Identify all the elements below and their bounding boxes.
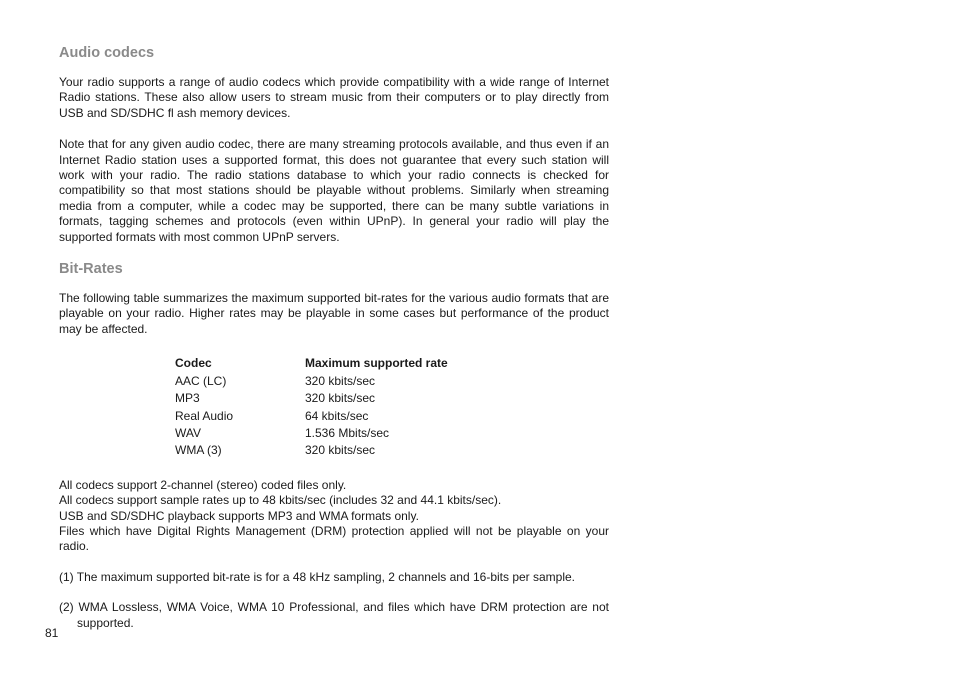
table-cell-rate: 320 kbits/sec — [305, 391, 376, 406]
note-usb-playback: USB and SD/SDHC playback supports MP3 and WMA formats only. — [59, 508, 419, 523]
table-row — [175, 373, 609, 390]
audio-codecs-paragraph-2: Note that for any given audio codec, there are many streaming protocols available, and thus even if an Internet Radio station uses a supported format, this does not guarantee that every such station will work with your radio. The radio stations database to which your radio connects is checked for compatibility so that most stations should be playable without problems. Similarly when streaming media from a computer, while a codec may be supported, there can be many subtle variations in formats, tagging schemes and protocols (even within UPnP). In general your radio will play the supported formats with most common UPnP servers. — [59, 137, 609, 244]
table-cell-codec: WMA (3) — [175, 443, 222, 458]
table-cell-rate: 320 kbits/sec — [305, 373, 376, 388]
table-cell-rate: 1.536 Mbits/sec — [305, 425, 390, 440]
bitrate-table — [175, 355, 609, 459]
table-cell-rate: 320 kbits/sec — [305, 443, 376, 458]
table-row — [175, 442, 609, 459]
table-row — [175, 408, 609, 425]
audio-codecs-heading: Audio codecs — [59, 45, 155, 61]
table-cell-codec: MP3 — [175, 391, 200, 406]
footnote-1: (1) The maximum supported bit-rate is for a 48 kHz sampling, 2 channels and 16-bits per sample. — [59, 569, 576, 584]
note-drm: Files which have Digital Rights Management (DRM) protection applied will not be playable on your radio. — [59, 523, 609, 554]
bit-rates-heading: Bit-Rates — [59, 261, 123, 278]
table-header-codec: Codec — [175, 356, 212, 371]
table-cell-codec: AAC (LC) — [175, 373, 227, 388]
note-sample-rates: All codecs support sample rates up to 48 kbits/sec (includes 32 and 44.1 kbits/sec). — [59, 493, 502, 508]
bit-rates-paragraph: The following table summarizes the maximum supported bit-rates for the various audio formats that are playable on your radio. Higher rates may be playable in some cases but performance of the product may be affected. — [59, 291, 609, 336]
table-header-row — [175, 355, 609, 372]
footnote-2: (2) WMA Lossless, WMA Voice, WMA 10 Professional, and files which have DRM protection are not supported. — [59, 600, 609, 630]
page-number: 81 — [45, 626, 59, 640]
table-cell-rate: 64 kbits/sec — [305, 408, 369, 423]
table-cell-codec: Real Audio — [175, 408, 234, 423]
page-content — [59, 44, 609, 631]
audio-codecs-paragraph-1: Your radio supports a range of audio codecs which provide compatibility with a wide range of Internet Radio stations. These also allow users to stream music from their computers or to play directly from USB and SD/SDHC fl ash memory devices. — [59, 75, 609, 120]
table-row — [175, 425, 609, 442]
table-header-rate: Maximum supported rate — [305, 356, 448, 371]
table-row — [175, 390, 609, 407]
table-cell-codec: WAV — [175, 425, 201, 440]
note-stereo: All codecs support 2-channel (stereo) coded files only. — [59, 477, 347, 492]
